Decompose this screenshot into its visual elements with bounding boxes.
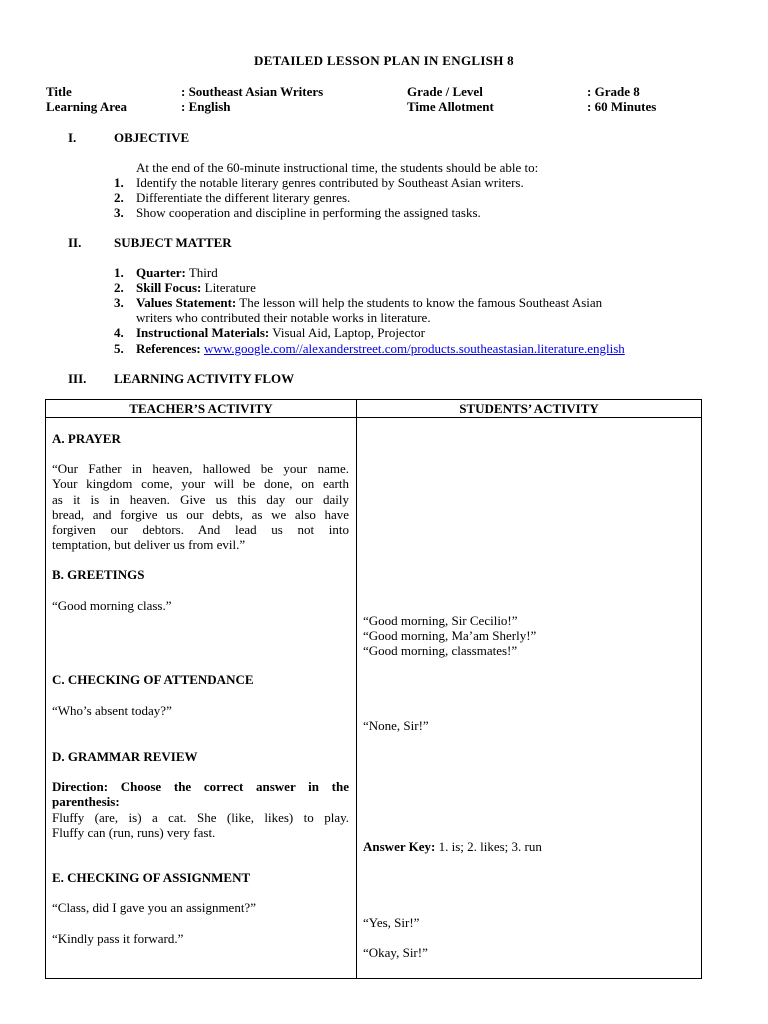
subject-item-skill-focus (136, 280, 256, 296)
objective-section-number: I. (68, 130, 77, 145)
learning-flow-heading: LEARNING ACTIVITY FLOW (114, 371, 295, 386)
subject-item-values-statement (136, 295, 602, 311)
assignment-student-text: “Yes, Sir!” (363, 915, 420, 930)
subject-item-quarter (136, 265, 218, 281)
subject-item-number: 4. (114, 325, 124, 340)
assignment-heading: E. CHECKING OF ASSIGNMENT (52, 870, 251, 885)
subject-item-label: Values Statement: (136, 295, 237, 310)
subject-item-label: References: (136, 341, 201, 356)
grade-value: : Grade 8 (587, 84, 640, 99)
subject-item-text-continued: writers who contributed their notable works in literature. (136, 310, 431, 325)
attendance-teacher-text: “Who’s absent today?” (52, 703, 172, 718)
grade-label: Grade / Level (407, 84, 483, 99)
answer-key-text: 1. is; 2. likes; 3. run (435, 839, 542, 854)
assignment-student-text: “Okay, Sir!” (363, 945, 428, 960)
document-title: DETAILED LESSON PLAN IN ENGLISH 8 (254, 53, 514, 68)
learning-activity-table (45, 399, 702, 979)
prayer-line: “Our Father in heaven, hallowed be your name. (52, 461, 349, 476)
time-allotment-value: : 60 Minutes (587, 99, 657, 114)
subject-item-text: Literature (201, 280, 256, 295)
learning-area-label: Learning Area (46, 99, 128, 114)
subject-item-materials (136, 325, 425, 341)
objective-item-number: 1. (114, 175, 124, 190)
subject-matter-heading: SUBJECT MATTER (114, 235, 232, 250)
greetings-student-line: “Good morning, Ma’am Sherly!” (363, 628, 537, 643)
grammar-direction-line: parenthesis: (52, 794, 120, 810)
objective-item-number: 3. (114, 205, 124, 220)
prayer-text (52, 461, 349, 553)
learning-area-value: : English (181, 99, 231, 114)
objective-item-number: 2. (114, 190, 124, 205)
assignment-teacher-text: “Class, did I gave you an assignment?” (52, 900, 256, 915)
subject-item-label: Skill Focus: (136, 280, 202, 295)
grammar-item-line: Fluffy (are, is) a cat. She (like, likes) to play. (52, 809, 349, 825)
grammar-direction (52, 779, 349, 840)
students-activity-header: STUDENTS’ ACTIVITY (357, 400, 702, 418)
subject-matter-section-number: II. (68, 235, 82, 250)
prayer-line: as it is in heaven. Give us this day our daily (52, 491, 349, 507)
prayer-line: forgiven our debtors. And lead us not into (52, 522, 349, 538)
prayer-line: temptation, but deliver us from evil.” (52, 537, 246, 553)
teacher-activity-header: TEACHER’S ACTIVITY (46, 400, 357, 418)
greetings-student-line: “Good morning, Sir Cecilio!” (363, 613, 518, 628)
subject-item-references (136, 341, 625, 357)
prayer-heading: A. PRAYER (52, 431, 121, 446)
subject-item-label: Quarter: (136, 265, 186, 280)
teacher-activity-cell (46, 418, 357, 979)
subject-item-number: 3. (114, 295, 124, 310)
objective-item: Differentiate the different literary genres. (136, 190, 351, 205)
grammar-direction-line: Direction: Choose the correct answer in the (52, 779, 349, 794)
assignment-teacher-text: “Kindly pass it forward.” (52, 931, 184, 946)
greetings-student-line: “Good morning, classmates!” (363, 643, 518, 658)
greetings-teacher-text: “Good morning class.” (52, 598, 172, 613)
answer-key (363, 839, 542, 855)
time-allotment-label: Time Allotment (407, 99, 494, 114)
objective-heading: OBJECTIVE (114, 130, 190, 145)
references-link[interactable]: www.google.com//alexanderstreet.com/products.southeastasian.literature.english (203, 341, 625, 356)
prayer-line: bread, and forgive us our debts, as we also have (52, 506, 349, 522)
objective-item: Show cooperation and discipline in performing the assigned tasks. (136, 205, 481, 220)
subject-item-label: Instructional Materials: (136, 325, 270, 340)
prayer-line: Your kingdom come, your will be done, on earth (52, 476, 349, 492)
title-value: : Southeast Asian Writers (181, 84, 324, 99)
objective-intro: At the end of the 60-minute instructional time, the students should be able to: (136, 160, 539, 175)
grammar-heading: D. GRAMMAR REVIEW (52, 749, 198, 764)
objective-item: Identify the notable literary genres contributed by Southeast Asian writers. (136, 175, 524, 190)
greetings-heading: B. GREETINGS (52, 567, 145, 582)
students-activity-cell (357, 418, 702, 979)
attendance-heading: C. CHECKING OF ATTENDANCE (52, 672, 254, 687)
subject-item-number: 1. (114, 265, 124, 280)
title-label: Title (46, 84, 72, 99)
answer-key-label: Answer Key: (363, 839, 436, 854)
grammar-item-line: Fluffy can (run, runs) very fast. (52, 824, 216, 840)
subject-item-text: Visual Aid, Laptop, Projector (269, 325, 425, 340)
subject-item-text: The lesson will help the students to know the famous Southeast Asian (236, 295, 603, 310)
subject-item-text: Third (185, 265, 218, 280)
subject-item-number: 5. (114, 341, 124, 356)
subject-item-number: 2. (114, 280, 124, 295)
attendance-student-text: “None, Sir!” (363, 718, 429, 733)
learning-flow-section-number: III. (68, 371, 87, 386)
